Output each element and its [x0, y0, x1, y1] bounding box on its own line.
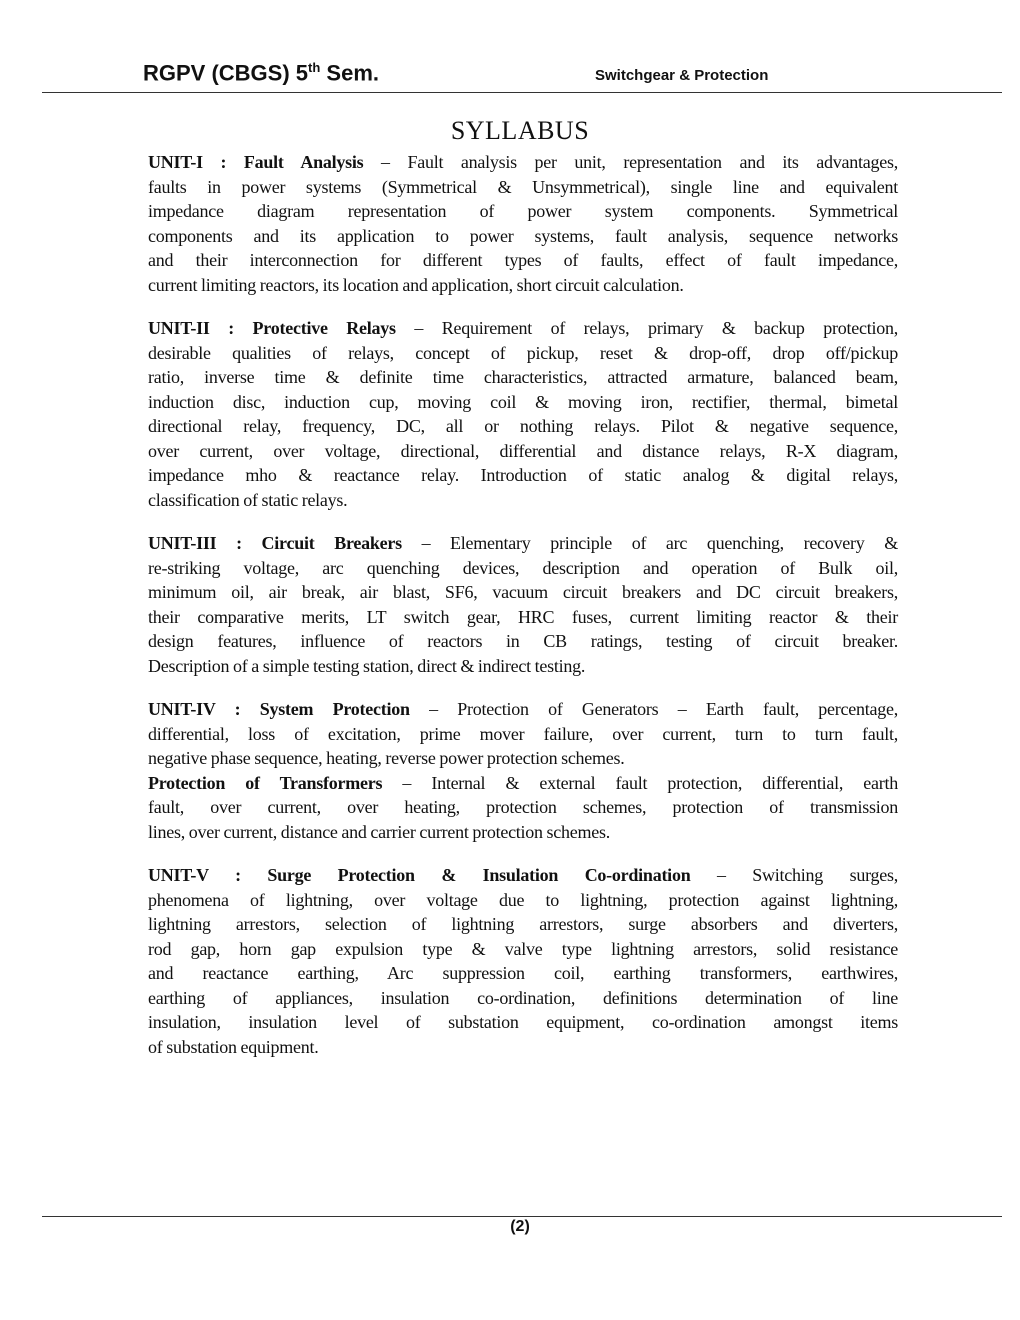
line-text: of substation equipment.: [148, 1036, 319, 1057]
text-line: [148, 795, 898, 820]
line-text: their comparative merits, LT switch gear, HRC fuses, current limiting reactor & their: [148, 606, 898, 627]
text-line: [148, 248, 898, 273]
line-text: design features, influence of reactors in CB ratings, testing of circuit breaker.: [148, 631, 898, 651]
line-text: – Requirement of relays, primary & backup protection,: [395, 318, 898, 338]
line-text: impedance mho & reactance relay. Introduction of static analog & digital relays,: [148, 465, 898, 485]
text-line: [148, 463, 898, 488]
course-sup: th: [308, 60, 321, 75]
line-text: – Fault analysis per unit, representation and its advantages,: [363, 152, 898, 172]
text-line: [148, 488, 898, 513]
line-text: negative phase sequence, heating, reverse power protection schemes.: [148, 748, 625, 768]
line-text: re-striking voltage, arc quenching devices, description and operation of Bulk oil,: [148, 557, 898, 578]
header-rule: [42, 92, 1002, 93]
header-course: [143, 60, 379, 86]
line-text: – Internal & external fault protection, differential, earth: [382, 772, 899, 793]
line-text: and reactance earthing, Arc suppression coil, earthing transformers, earthwires,: [148, 963, 898, 983]
unit-section: [148, 316, 898, 512]
text-line: [148, 888, 898, 913]
line-text: insulation, insulation level of substation equipment, co-ordination amongst items: [148, 1012, 898, 1032]
line-text: and their interconnection for different types of faults, effect of fault impedance,: [148, 250, 898, 270]
line-text: – Elementary principle of arc quenching, recovery &: [401, 533, 899, 553]
text-line: [148, 175, 898, 200]
text-line: [148, 580, 898, 605]
unit-heading: UNIT-III : Circuit Breakers: [148, 533, 402, 553]
text-line: [148, 937, 898, 962]
line-text: lightning arrestors, selection of lightning arrestors, surge absorbers and diverters,: [148, 914, 898, 934]
line-text: components and its application to power systems, fault analysis, sequence networks: [148, 225, 898, 246]
text-line: [148, 341, 898, 366]
text-line: [148, 390, 898, 415]
text-line: [148, 273, 898, 298]
line-text: earthing of appliances, insulation co-ordination, definitions determination of line: [148, 987, 898, 1008]
text-line: [148, 556, 898, 581]
page-title: SYLLABUS: [450, 116, 590, 145]
text-line: [148, 912, 898, 937]
line-text: over current, over voltage, directional, differential and distance relays, R-X diagram,: [148, 440, 898, 461]
text-line: [148, 605, 898, 630]
unit-section: [148, 531, 898, 678]
text-line: [148, 986, 898, 1011]
line-text: differential, loss of excitation, prime mover failure, over current, turn to turn fault,: [148, 723, 898, 744]
unit-heading: UNIT-II : Protective Relays: [148, 318, 396, 338]
course-text: RGPV (CBGS) 5: [143, 60, 309, 86]
line-text: phenomena of lightning, over voltage due to lightning, protection against lightning,: [148, 889, 898, 910]
text-line: [148, 531, 898, 556]
text-line: [148, 439, 898, 464]
line-text: – Protection of Generators – Earth fault, percentage,: [409, 699, 898, 719]
text-line: [148, 654, 898, 679]
line-text: Description of a simple testing station, direct & indirect testing.: [148, 655, 586, 676]
line-text: lines, over current, distance and carrier current protection schemes.: [148, 821, 611, 842]
line-text: faults in power systems (Symmetrical & Unsymmetrical), single line and equivalent: [148, 176, 898, 197]
text-line: [148, 150, 898, 175]
line-text: minimum oil, air break, air blast, SF6, vacuum circuit breakers and DC circuit breakers,: [148, 582, 898, 602]
text-line: [148, 629, 898, 654]
unit-section: [148, 150, 898, 297]
text-line: [148, 316, 898, 341]
text-line: [148, 697, 898, 722]
text-line: [148, 414, 898, 439]
text-line: [148, 746, 898, 771]
text-line: [148, 722, 898, 747]
line-text: classification of static relays.: [148, 489, 348, 510]
text-line: [148, 1010, 898, 1035]
text-line: [148, 365, 898, 390]
page-number: (2): [510, 1218, 530, 1235]
unit-heading: Protection of Transformers: [148, 772, 383, 793]
line-text: current limiting reactors, its location and application, short circuit calculation.: [148, 274, 684, 295]
line-text: rod gap, horn gap expulsion type & valve type lightning arrestors, solid resistance: [148, 938, 898, 959]
footer-rule: [42, 1216, 1002, 1217]
syllabus-body: [148, 150, 898, 1078]
text-line: [148, 863, 898, 888]
line-text: – Switching surges,: [690, 865, 898, 885]
line-text: fault, over current, over heating, protection schemes, protection of transmission: [148, 797, 898, 817]
unit-heading: UNIT-V : Surge Protection & Insulation Co-ordination: [148, 865, 691, 885]
text-line: [148, 820, 898, 845]
line-text: ratio, inverse time & definite time characteristics, attracted armature, balanced beam,: [148, 367, 898, 387]
unit-heading: UNIT-I : Fault Analysis: [148, 152, 364, 172]
text-line: [148, 199, 898, 224]
line-text: directional relay, frequency, DC, all or nothing relays. Pilot & negative sequence,: [148, 416, 898, 436]
text-line: [148, 961, 898, 986]
line-text: impedance diagram representation of power system components. Symmetrical: [148, 201, 898, 221]
sem-text: Sem.: [320, 60, 380, 86]
text-line: [148, 1035, 898, 1060]
text-line: [148, 224, 898, 249]
line-text: induction disc, induction cup, moving coil & moving iron, rectifier, thermal, bimetal: [148, 391, 898, 412]
unit-section: [148, 697, 898, 844]
unit-section: [148, 863, 898, 1059]
header-subject: Switchgear & Protection: [595, 67, 769, 84]
unit-heading: UNIT-IV : System Protection: [148, 699, 410, 719]
line-text: desirable qualities of relays, concept of pickup, reset & drop-off, drop off/pickup: [148, 342, 898, 363]
text-line: [148, 771, 898, 796]
